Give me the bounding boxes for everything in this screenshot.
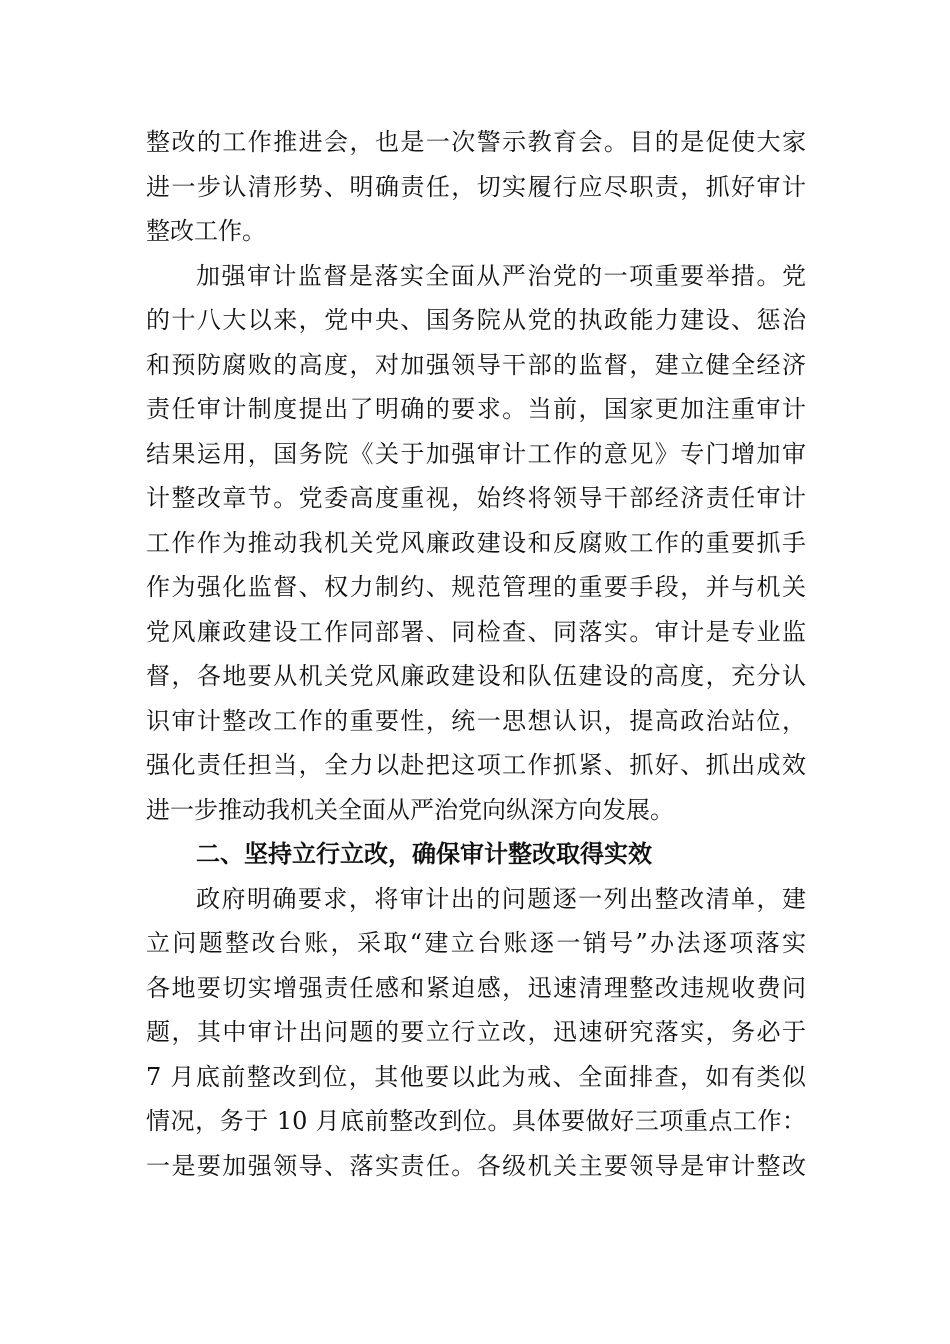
text-line: 进一步推动我机关全面从严治党向纵深方向发展。	[146, 795, 674, 824]
text-line: 识审计整改工作的重要性，统一思想认识，提高政治站位，	[146, 706, 806, 735]
text-line: 的十八大以来，党中央、国务院从党的执政能力建设、惩治	[146, 306, 806, 334]
text-line: 工作作为推动我机关党风廉政建设和反腐败工作的重要抓手	[146, 528, 806, 557]
text-line: 督，各地要从机关党风廉政建设和队伍建设的高度，充分认	[146, 662, 806, 690]
section-heading	[146, 832, 806, 877]
text-line: 责任审计制度提出了明确的要求。当前，国家更加注重审计	[146, 395, 806, 423]
paragraph-2	[146, 254, 806, 833]
text-line: 立问题整改台账，采取“建立台账逐一销号”办法逐项落实	[146, 929, 806, 957]
text-line: 整改的工作推进会，也是一次警示教育会。目的是促使大家	[146, 128, 806, 156]
text-line: 和预防腐败的高度，对加强领导干部的监督，建立健全经济	[146, 350, 806, 379]
text-line: 各地要切实增强责任感和紧迫感，迅速清理整改违规收费问	[146, 973, 806, 1002]
paragraph-1	[146, 120, 806, 254]
text-line: 7 月底前整改到位，其他要以此为戒、全面排查，如有类似	[146, 1062, 806, 1091]
text-line: 一是要加强领导、落实责任。各级机关主要领导是审计整改	[146, 1151, 806, 1180]
paragraph-3	[146, 877, 806, 1189]
document-page	[146, 120, 806, 1188]
text-line: 整改工作。	[146, 217, 266, 245]
text-line: 结果运用，国务院《关于加强审计工作的意见》专门增加审	[146, 439, 806, 468]
text-line: 政府明确要求，将审计出的问题逐一列出整改清单，建	[196, 884, 806, 913]
text-line: 加强审计监督是落实全面从严治党的一项重要举措。党	[196, 261, 806, 290]
heading-text: 二、坚持立行立改，确保审计整改取得实效	[196, 840, 652, 868]
text-line: 进一步认清形势、明确责任，切实履行应尽职责，抓好审计	[146, 172, 806, 201]
text-line: 情况，务于 10 月底前整改到位。具体要做好三项重点工作：	[146, 1107, 806, 1135]
text-line: 题，其中审计出问题的要立行立改，迅速研究落实，务必于	[146, 1018, 806, 1046]
text-line: 党风廉政建设工作同部署、同检查、同落实。审计是专业监	[146, 617, 806, 646]
text-line: 作为强化监督、权力制约、规范管理的重要手段，并与机关	[146, 573, 806, 601]
text-line: 强化责任担当，全力以赴把这项工作抓紧、抓好、抓出成效	[146, 751, 806, 779]
text-line: 计整改章节。党委高度重视，始终将领导干部经济责任审计	[146, 484, 806, 512]
